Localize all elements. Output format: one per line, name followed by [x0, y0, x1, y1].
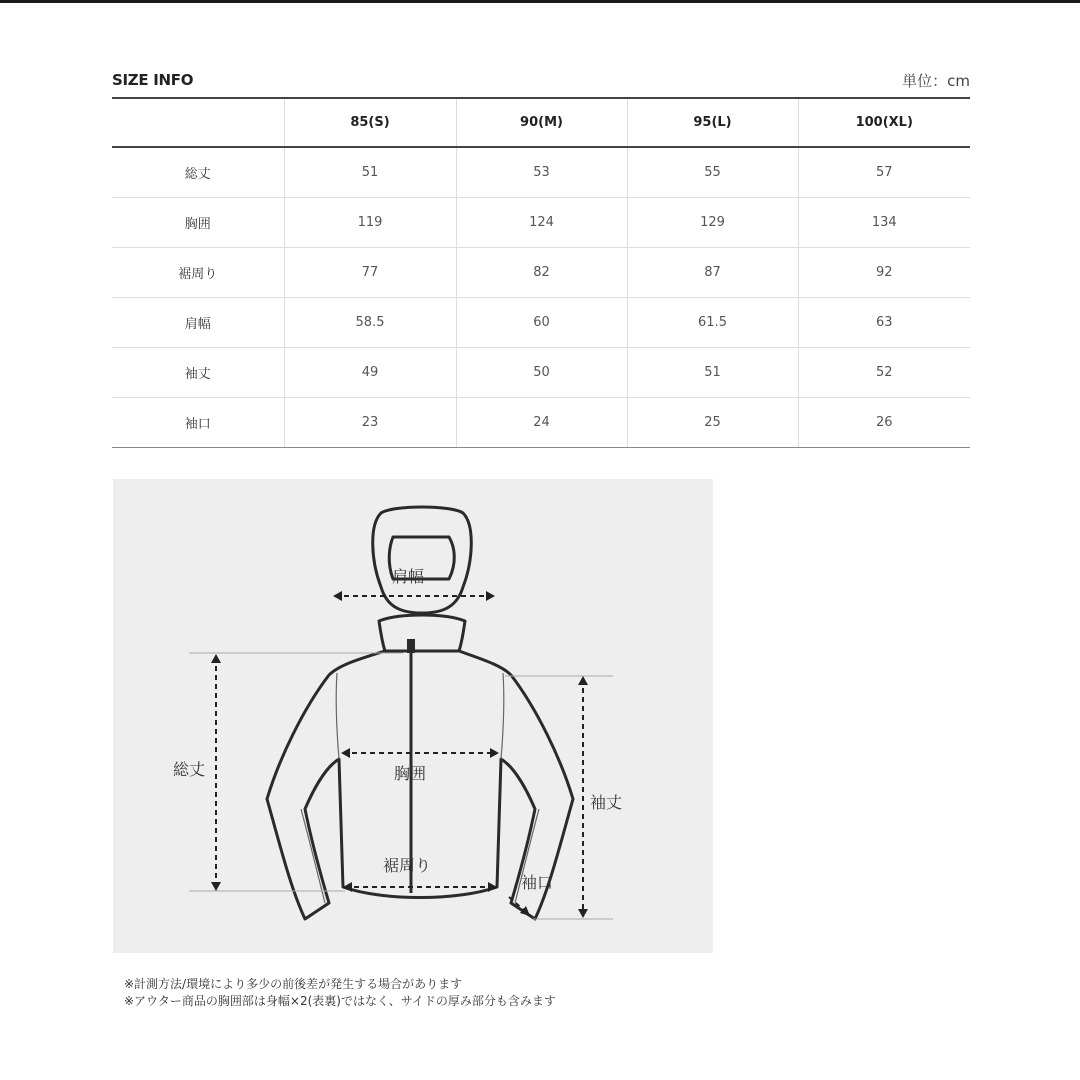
arrow-right-icon	[486, 591, 495, 601]
table-cell: 55	[627, 147, 798, 197]
section-title: SIZE INFO	[112, 71, 194, 89]
right-sleeve-seam	[501, 673, 504, 759]
table-row	[112, 397, 970, 447]
table-cell: 49	[284, 347, 456, 397]
arrow-up-icon	[578, 676, 588, 685]
table-row	[112, 297, 970, 347]
table-cell: 82	[456, 247, 627, 297]
column-header: 95(L)	[627, 98, 798, 147]
table-cell: 119	[284, 197, 456, 247]
top-rule	[0, 0, 1080, 3]
label-shoulder: 肩幅	[392, 567, 425, 586]
table-cell: 58.5	[284, 297, 456, 347]
column-header: 90(M)	[456, 98, 627, 147]
arrow-right-icon	[490, 748, 499, 758]
table-row	[112, 147, 970, 197]
label-chest: 胸囲	[394, 764, 427, 783]
label-sleeve: 袖丈	[590, 793, 623, 812]
table-cell: 92	[798, 247, 970, 297]
table-cell: 24	[456, 397, 627, 447]
table-cell: 129	[627, 197, 798, 247]
column-header: 100(XL)	[798, 98, 970, 147]
table-cell: 134	[798, 197, 970, 247]
table-cell: 26	[798, 397, 970, 447]
column-header: 85(S)	[284, 98, 456, 147]
zipper-pull-icon	[407, 639, 415, 653]
table-row	[112, 347, 970, 397]
collar-outline	[379, 615, 465, 651]
table-cell: 57	[798, 147, 970, 197]
label-length: 総丈	[173, 760, 206, 779]
row-label: 袖口	[112, 397, 284, 447]
table-cell: 77	[284, 247, 456, 297]
arrow-left-icon	[341, 748, 350, 758]
table-row	[112, 247, 970, 297]
table-cell: 50	[456, 347, 627, 397]
note-line: ※アウター商品の胸囲部は身幅×2(表裏)ではなく、サイドの厚み部分も含みます	[124, 994, 556, 1008]
size-info-header	[112, 68, 970, 96]
table-cell: 23	[284, 397, 456, 447]
unit-note: 単位：cm	[902, 72, 970, 90]
row-label: 裾周り	[112, 247, 284, 297]
size-table	[112, 97, 970, 448]
row-label: 袖丈	[112, 347, 284, 397]
arrow-left-icon	[333, 591, 342, 601]
label-hem: 裾周り	[383, 856, 432, 875]
arrow-down-icon	[211, 882, 221, 891]
table-cell: 53	[456, 147, 627, 197]
left-inner-sleeve	[301, 809, 325, 903]
table-cell: 63	[798, 297, 970, 347]
arrow-up-icon	[211, 654, 221, 663]
row-label: 肩幅	[112, 297, 284, 347]
table-row	[112, 197, 970, 247]
jacket-illustration	[113, 479, 713, 953]
left-sleeve-seam	[336, 673, 339, 759]
row-label: 胸囲	[112, 197, 284, 247]
measurement-diagram	[113, 479, 713, 953]
row-label: 総丈	[112, 147, 284, 197]
table-cell: 61.5	[627, 297, 798, 347]
table-cell: 51	[284, 147, 456, 197]
note-line: ※計測方法/環境により多少の前後差が発生する場合があります	[124, 977, 463, 991]
table-cell: 51	[627, 347, 798, 397]
table-cell: 124	[456, 197, 627, 247]
label-cuff: 袖口	[521, 873, 554, 892]
measurement-notes	[124, 976, 556, 1010]
table-header-row	[112, 98, 970, 147]
table-cell: 25	[627, 397, 798, 447]
table-cell: 87	[627, 247, 798, 297]
column-header	[112, 98, 284, 147]
arrow-down-icon	[578, 909, 588, 918]
table-cell: 52	[798, 347, 970, 397]
table-cell: 60	[456, 297, 627, 347]
hood-outline	[373, 507, 472, 613]
